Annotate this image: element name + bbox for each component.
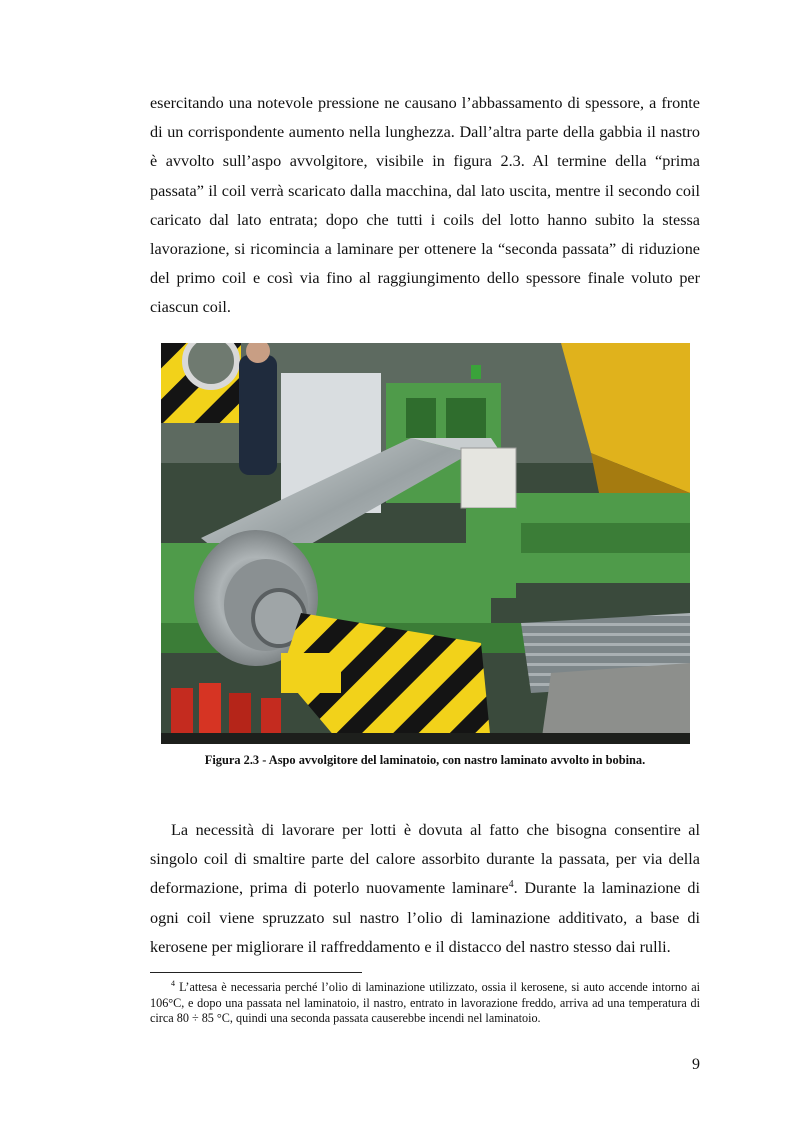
paragraph-2-text-a: La necessità di lavorare per lotti è dovuta al fatto che bisogna consentire al singolo coil di smaltire parte del calore assorbito durante la passata, per via della deformazione, prima di poterlo nuovamente laminare xyxy=(150,821,700,898)
coiler-photo-illustration xyxy=(161,343,690,744)
footnote-number: 4 xyxy=(171,979,175,988)
footnote-reference[interactable]: 4 xyxy=(508,879,514,891)
footnote xyxy=(150,980,700,1027)
footnote-divider xyxy=(150,972,362,973)
figure-caption: Figura 2.3 - Aspo avvolgitore del laminatoio, con nastro laminato avvolto in bobina. xyxy=(204,753,646,767)
body-paragraph-1: esercitando una notevole pressione ne causano l’abbassamento di spessore, a fronte di un corrispondente aumento nella lunghezza. Dall’altra parte della gabbia il nastro è avvolto sull’aspo avvolgitore, visibile in figura 2.3. Al termine della “prima passata” il coil verrà scaricato dalla macchina, dal lato uscita, mentre il secondo coil caricato dal lato entrata; dopo che tutti i coils del lotto hanno subito la stessa lavorazione, si ricomincia a laminare per ottenere la “seconda passata” di riduzione del primo coil e così via fino al raggiungimento dello spessore finale voluto per ciascun coil. xyxy=(150,94,700,317)
body-paragraph-2 xyxy=(150,816,700,962)
footnote-text: L’attesa è necessaria perché l’olio di laminazione utilizzato, ossia il kerosene, si auto accende intorno ai 106°C, e dopo una passata nel laminatoio, il nastro, entrato in lavorazione freddo, arriva ad una temperatura di circa 80 ÷ 85 °C, quindi una seconda passata causerebbe incendi nel laminatoio. xyxy=(150,980,700,1026)
paragraph-2-text-b: . Durante la laminazione di ogni coil viene spruzzato sul nastro l’olio di laminazione additivato, a base di kerosene per migliorare il raffreddamento e il distacco del nastro stesso dai rulli. xyxy=(150,879,700,956)
page-number: 9 xyxy=(692,1056,700,1073)
figure-photo-coiler xyxy=(161,343,690,744)
